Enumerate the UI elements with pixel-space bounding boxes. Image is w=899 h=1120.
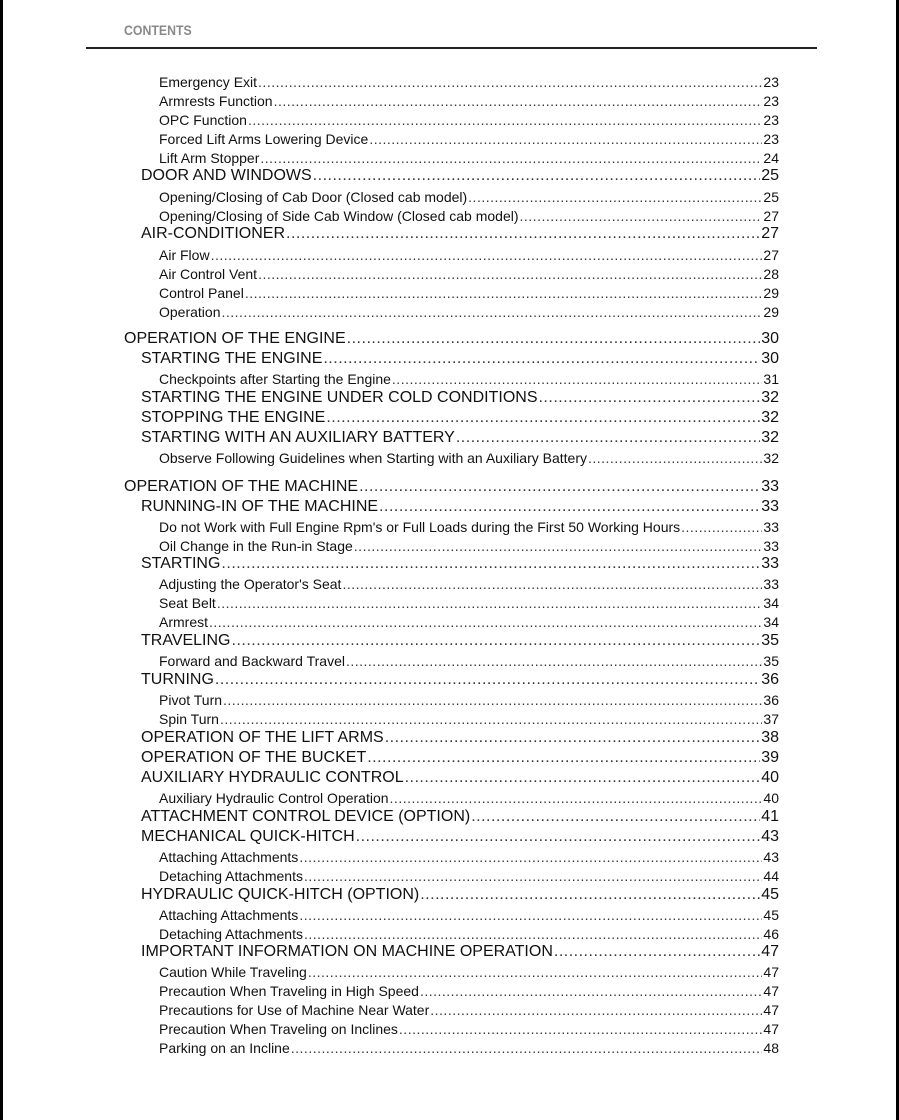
- page-header-title: CONTENTS: [124, 22, 192, 38]
- toc-entry-page-number: 47: [763, 1021, 779, 1037]
- toc-entry-title: Air Control Vent: [159, 266, 258, 282]
- dot-leader: [359, 478, 760, 496]
- toc-entry-level-3[interactable]: [159, 849, 779, 865]
- toc-entry-page-number: 47: [763, 1002, 779, 1018]
- toc-entry-title: Parking on an Incline: [159, 1040, 290, 1056]
- toc-entry-page-number: 48: [763, 1040, 779, 1056]
- toc-entry-page-number: 32: [763, 450, 779, 466]
- toc-entry-title: Armrests Function: [159, 93, 273, 109]
- toc-entry-title: Opening/Closing of Cab Door (Closed cab model): [159, 189, 468, 205]
- toc-entry-title: Caution While Traveling: [159, 964, 307, 980]
- toc-entry-page-number: 33: [763, 576, 779, 592]
- toc-entry-title: STARTING THE ENGINE: [141, 350, 323, 367]
- toc-entry-page-number: 25: [761, 167, 779, 184]
- header-divider: [86, 47, 817, 49]
- dot-leader: [260, 150, 762, 166]
- dot-leader: [405, 769, 761, 787]
- toc-entry-title: RUNNING-IN OF THE MACHINE: [141, 498, 379, 515]
- toc-entry-page-number: 23: [763, 74, 779, 90]
- toc-entry-title: Attaching Attachments: [159, 849, 299, 865]
- dot-leader: [215, 671, 760, 689]
- toc-entry-level-2[interactable]: [141, 729, 779, 747]
- toc-entry-level-3[interactable]: [159, 304, 779, 320]
- toc-entry-level-2[interactable]: [141, 389, 779, 407]
- toc-entry-page-number: 25: [763, 189, 779, 205]
- toc-entry-page-number: 44: [763, 868, 779, 884]
- dot-leader: [354, 538, 763, 554]
- dot-leader: [304, 868, 762, 884]
- toc-entry-page-number: 43: [761, 828, 779, 845]
- toc-entry-level-2[interactable]: [141, 409, 779, 427]
- toc-entry-title: Emergency Exit: [159, 74, 258, 90]
- toc-entry-level-2[interactable]: [141, 671, 779, 689]
- toc-entry-level-3[interactable]: [159, 74, 779, 90]
- toc-entry-level-2[interactable]: [141, 886, 779, 904]
- toc-entry-page-number: 40: [763, 790, 779, 806]
- dot-leader: [211, 247, 763, 263]
- dot-leader: [390, 790, 763, 806]
- toc-entry-level-3[interactable]: [159, 595, 779, 611]
- toc-entry-level-3[interactable]: [159, 150, 779, 166]
- toc-entry-page-number: 37: [763, 711, 779, 727]
- toc-entry-page-number: 38: [761, 729, 779, 746]
- toc-entry-page-number: 35: [761, 632, 779, 649]
- toc-entry-level-3[interactable]: [159, 868, 779, 884]
- toc-entry-title: STOPPING THE ENGINE: [141, 409, 326, 426]
- toc-entry-page-number: 31: [763, 371, 779, 387]
- toc-entry-title: OPERATION OF THE LIFT ARMS: [141, 729, 384, 746]
- toc-entry-page-number: 40: [761, 769, 779, 786]
- dot-leader: [538, 389, 760, 407]
- dot-leader: [221, 555, 760, 573]
- dot-leader: [209, 614, 762, 630]
- toc-entry-level-2[interactable]: [141, 350, 779, 368]
- toc-entry-page-number: 36: [763, 692, 779, 708]
- dot-leader: [468, 189, 762, 205]
- toc-entry-title: OPERATION OF THE ENGINE: [124, 330, 346, 347]
- toc-entry-level-2[interactable]: [141, 828, 779, 846]
- toc-entry-level-3[interactable]: [159, 519, 779, 535]
- toc-entry-level-3[interactable]: [159, 1021, 779, 1037]
- toc-entry-title: Detaching Attachments: [159, 868, 303, 884]
- toc-entry-page-number: 24: [763, 150, 779, 166]
- dot-leader: [347, 330, 761, 348]
- dot-leader: [346, 653, 762, 669]
- toc-entry-page-number: 33: [761, 555, 779, 572]
- toc-entry-page-number: 46: [763, 926, 779, 942]
- toc-entry-title: OPERATION OF THE BUCKET: [141, 749, 367, 766]
- toc-entry-title: Forward and Backward Travel: [159, 653, 345, 669]
- dot-leader: [223, 692, 762, 708]
- dot-leader: [420, 886, 760, 904]
- toc-entry-page-number: 27: [763, 208, 779, 224]
- toc-entry-title: AIR-CONDITIONER: [141, 225, 285, 242]
- toc-entry-level-2[interactable]: [141, 429, 779, 447]
- toc-entry-title: Do not Work with Full Engine Rpm's or Full Loads during the First 50 Working Hours: [159, 519, 681, 535]
- dot-leader: [356, 828, 761, 846]
- toc-entry-title: Adjusting the Operator's Seat: [159, 576, 342, 592]
- toc-entry-page-number: 47: [763, 964, 779, 980]
- toc-entry-title: Air Flow: [159, 247, 210, 263]
- dot-leader: [367, 749, 760, 767]
- dot-leader: [554, 943, 760, 961]
- toc-entry-title: TRAVELING: [141, 632, 231, 649]
- toc-entry-level-3[interactable]: [159, 371, 779, 387]
- toc-entry-level-3[interactable]: [159, 93, 779, 109]
- dot-leader: [379, 498, 760, 516]
- toc-entry-level-3[interactable]: [159, 983, 779, 999]
- toc-entry-level-3[interactable]: [159, 964, 779, 980]
- toc-entry-title: STARTING: [141, 555, 221, 572]
- toc-entry-title: Opening/Closing of Side Cab Window (Closed cab model): [159, 208, 519, 224]
- dot-leader: [248, 112, 762, 128]
- toc-entry-title: IMPORTANT INFORMATION ON MACHINE OPERATION: [141, 943, 553, 960]
- toc-entry-title: Precautions for Use of Machine Near Water: [159, 1002, 430, 1018]
- dot-leader: [258, 74, 762, 90]
- dot-leader: [369, 131, 762, 147]
- toc-entry-level-3[interactable]: [159, 266, 779, 282]
- dot-leader: [456, 429, 760, 447]
- dot-leader: [220, 711, 762, 727]
- toc-entry-page-number: 27: [763, 247, 779, 263]
- toc-entry-level-3[interactable]: [159, 112, 779, 128]
- toc-entry-level-3[interactable]: [159, 576, 779, 592]
- toc-entry-level-3[interactable]: [159, 450, 779, 466]
- toc-entry-title: Auxiliary Hydraulic Control Operation: [159, 790, 389, 806]
- dot-leader: [681, 519, 762, 535]
- toc-entry-page-number: 33: [763, 538, 779, 554]
- toc-entry-title: Operation: [159, 304, 221, 320]
- toc-entry-level-3[interactable]: [159, 926, 779, 942]
- toc-entry-level-3[interactable]: [159, 189, 779, 205]
- dot-leader: [274, 93, 763, 109]
- toc-entry-title: Attaching Attachments: [159, 907, 299, 923]
- toc-entry-page-number: 39: [761, 749, 779, 766]
- toc-entry-level-2[interactable]: [141, 769, 779, 787]
- toc-entry-level-2[interactable]: [141, 167, 779, 185]
- dot-leader: [399, 1021, 763, 1037]
- toc-entry-title: TURNING: [141, 671, 214, 688]
- toc-entry-title: HYDRAULIC QUICK-HITCH (OPTION): [141, 886, 420, 903]
- toc-entry-title: Lift Arm Stopper: [159, 150, 260, 166]
- toc-entry-page-number: 32: [761, 429, 779, 446]
- toc-entry-page-number: 23: [763, 93, 779, 109]
- toc-entry-title: DOOR AND WINDOWS: [141, 167, 312, 184]
- dot-leader: [588, 450, 762, 466]
- dot-leader: [326, 409, 760, 427]
- toc-entry-title: Control Panel: [159, 285, 244, 301]
- toc-entry-level-3[interactable]: [159, 208, 779, 224]
- toc-entry-title: STARTING WITH AN AUXILIARY BATTERY: [141, 429, 455, 446]
- toc-entry-page-number: 43: [763, 849, 779, 865]
- dot-leader: [342, 576, 762, 592]
- toc-entry-title: ATTACHMENT CONTROL DEVICE (OPTION): [141, 808, 471, 825]
- toc-entry-level-3[interactable]: [159, 131, 779, 147]
- dot-leader: [258, 266, 762, 282]
- toc-entry-page-number: 47: [763, 983, 779, 999]
- toc-entry-level-3[interactable]: [159, 614, 779, 630]
- toc-entry-title: Pivot Turn: [159, 692, 223, 708]
- toc-entry-page-number: 34: [763, 614, 779, 630]
- toc-entry-page-number: 35: [763, 653, 779, 669]
- toc-entry-title: Armrest: [159, 614, 208, 630]
- toc-entry-title: Oil Change in the Run-in Stage: [159, 538, 353, 554]
- toc-entry-level-2[interactable]: [141, 808, 779, 826]
- dot-leader: [286, 225, 760, 243]
- dot-leader: [313, 167, 761, 185]
- toc-entry-page-number: 34: [763, 595, 779, 611]
- toc-entry-title: Precaution When Traveling in High Speed: [159, 983, 419, 999]
- toc-entry-level-1[interactable]: [124, 330, 779, 348]
- toc-entry-level-3[interactable]: [159, 1040, 779, 1056]
- toc-entry-title: Forced Lift Arms Lowering Device: [159, 131, 369, 147]
- dot-leader: [392, 371, 763, 387]
- toc-entry-page-number: 36: [761, 671, 779, 688]
- dot-leader: [420, 983, 762, 999]
- dot-leader: [232, 632, 761, 650]
- toc-entry-page-number: 30: [761, 330, 779, 347]
- toc-entry-page-number: 32: [761, 409, 779, 426]
- toc-entry-title: STARTING THE ENGINE UNDER COLD CONDITIONS: [141, 389, 538, 406]
- toc-entry-title: MECHANICAL QUICK-HITCH: [141, 828, 355, 845]
- toc-entry-page-number: 45: [761, 886, 779, 903]
- dot-leader: [245, 285, 763, 301]
- toc-entry-page-number: 33: [761, 498, 779, 515]
- toc-entry-title: Checkpoints after Starting the Engine: [159, 371, 391, 387]
- toc-entry-level-3[interactable]: [159, 907, 779, 923]
- dot-leader: [299, 907, 762, 923]
- toc-entry-level-3[interactable]: [159, 247, 779, 263]
- toc-entry-title: Seat Belt: [159, 595, 216, 611]
- toc-entry-level-1[interactable]: [124, 478, 779, 496]
- toc-entry-level-2[interactable]: [141, 555, 779, 573]
- dot-leader: [323, 350, 760, 368]
- toc-entry-page-number: 28: [763, 266, 779, 282]
- dot-leader: [430, 1002, 762, 1018]
- toc-entry-title: AUXILIARY HYDRAULIC CONTROL: [141, 769, 404, 786]
- toc-entry-page-number: 29: [763, 304, 779, 320]
- dot-leader: [304, 926, 762, 942]
- toc-entry-title: Detaching Attachments: [159, 926, 303, 942]
- toc-entry-level-2[interactable]: [141, 749, 779, 767]
- toc-entry-page-number: 33: [761, 478, 779, 495]
- toc-entry-title: Spin Turn: [159, 711, 219, 727]
- toc-entry-page-number: 41: [761, 808, 779, 825]
- toc-entry-page-number: 27: [761, 225, 779, 242]
- toc-entry-page-number: 45: [763, 907, 779, 923]
- toc-entry-page-number: 23: [763, 131, 779, 147]
- toc-entry-level-3[interactable]: [159, 1002, 779, 1018]
- toc-entry-level-2[interactable]: [141, 225, 779, 243]
- toc-entry-level-2[interactable]: [141, 498, 779, 516]
- toc-entry-page-number: 23: [763, 112, 779, 128]
- toc-entry-level-3[interactable]: [159, 653, 779, 669]
- document-page: [3, 0, 896, 1120]
- dot-leader: [221, 304, 762, 320]
- toc-entry-level-3[interactable]: [159, 790, 779, 806]
- dot-leader: [308, 964, 763, 980]
- toc-entry-page-number: 29: [763, 285, 779, 301]
- toc-entry-title: Observe Following Guidelines when Starting with an Auxiliary Battery: [159, 450, 587, 466]
- dot-leader: [471, 808, 760, 826]
- toc-entry-level-3[interactable]: [159, 692, 779, 708]
- dot-leader: [520, 208, 763, 224]
- toc-entry-level-3[interactable]: [159, 711, 779, 727]
- toc-entry-level-3[interactable]: [159, 538, 779, 554]
- toc-entry-title: OPERATION OF THE MACHINE: [124, 478, 359, 495]
- toc-entry-title: Precaution When Traveling on Inclines: [159, 1021, 398, 1037]
- toc-entry-title: OPC Function: [159, 112, 247, 128]
- dot-leader: [291, 1040, 763, 1056]
- dot-leader: [299, 849, 762, 865]
- dot-leader: [385, 729, 761, 747]
- dot-leader: [217, 595, 763, 611]
- toc-entry-page-number: 30: [761, 350, 779, 367]
- toc-entry-page-number: 32: [761, 389, 779, 406]
- toc-entry-level-2[interactable]: [141, 943, 779, 961]
- toc-entry-level-3[interactable]: [159, 285, 779, 301]
- toc-entry-page-number: 47: [761, 943, 779, 960]
- toc-entry-page-number: 33: [763, 519, 779, 535]
- toc-entry-level-2[interactable]: [141, 632, 779, 650]
